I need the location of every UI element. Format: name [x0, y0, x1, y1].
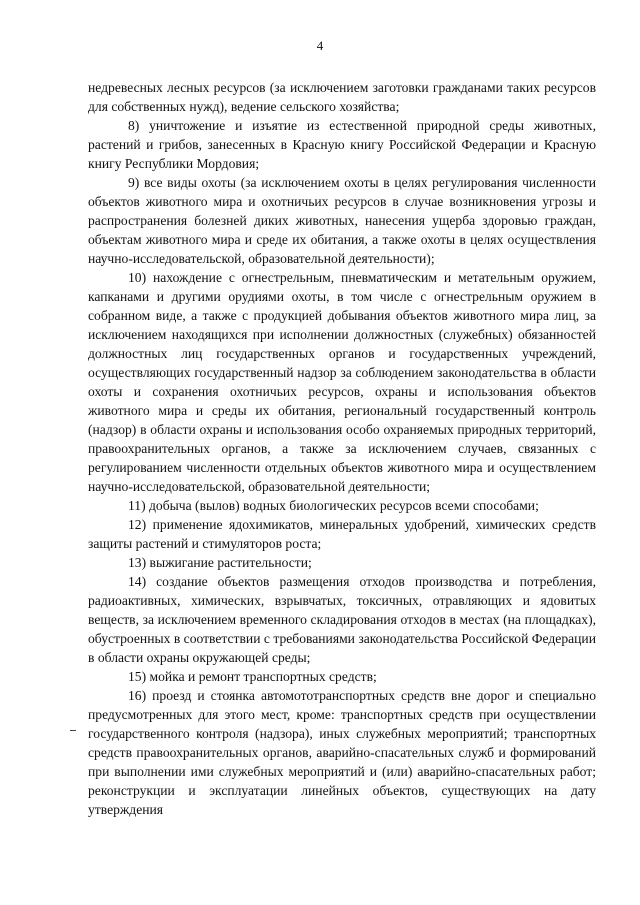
document-body	[88, 78, 596, 819]
paragraph-item-14: 14) создание объектов размещения отходов производства и потребления, радиоактивных, химических, взрывчатых, токсичных, отравляющих и ядовитых веществ, за исключением временного складирования отходов в местах (на площадках), обустроенных в соответствии с требованиями законодательства Российской Федерации в области охраны окружающей среды;	[88, 574, 596, 665]
paragraph-item-16: 16) проезд и стоянка автомототранспортных средств вне дорог и специально предусмотренных для этого мест, кроме: транспортных средств при осуществлении государственного контроля (надзора), иных служебных мероприятий; транспортных средств правоохранительных органов, аварийно-спасательных служб и формирований при выполнении ими служебных мероприятий и (или) аварийно-спасательных работ; реконструкции и эксплуатации линейных объектов, существующих на дату утверждения	[88, 688, 596, 817]
paragraph-item-8: 8) уничтожение и изъятие из естественной природной среды животных, растений и грибов, занесенных в Красную книгу Российской Федерации и Красную книгу Республики Мордовия;	[88, 118, 596, 171]
paragraph-item-11: 11) добыча (вылов) водных биологических ресурсов всеми способами;	[128, 498, 539, 513]
paragraph-item-12: 12) применение ядохимикатов, минеральных удобрений, химических средств защиты растений и стимуляторов роста;	[88, 517, 596, 551]
page-number: 4	[316, 38, 324, 53]
paragraph-item-15: 15) мойка и ремонт транспортных средств;	[128, 669, 377, 684]
paragraph-item-10: 10) нахождение с огнестрельным, пневматическим и метательным оружием, капканами и другими орудиями охоты, в том числе с огнестрельным оружием в собранном виде, а также с продукцией добывания объектов животного мира лиц, за исключением находящихся при исполнении должностных (служебных) обязанностей должностных лиц государственных органов и государственных учреждений, осуществляющих государственный надзор за соблюдением законодательства в области охоты и сохранения охотничьих ресурсов, охраны и использования объектов животного мира и среды их обитания, региональный государственный контроль (надзор) в области охраны и использования особо охраняемых природных территорий, правоохранительных органов, а также за исключением случаев, связанных с регулированием численности отдельных объектов животного мира и осуществлением научно-исследовательской, образовательной деятельности;	[88, 270, 596, 494]
scan-artifact-mark	[70, 730, 76, 731]
paragraph-item-13: 13) выжигание растительности;	[128, 555, 312, 570]
paragraph-item-9: 9) все виды охоты (за исключением охоты в целях регулирования численности объектов животного мира и охотничьих ресурсов в случае возникновения угрозы и распространения болезней диких животных, нанесения ущерба здоровью граждан, объектам животного мира и среде их обитания, а также охоты в целях осуществления научно-исследовательской, образовательной деятельности);	[88, 175, 596, 266]
paragraph-continuation: недревесных лесных ресурсов (за исключением заготовки гражданами таких ресурсов для собственных нужд), ведение сельского хозяйства;	[88, 80, 596, 114]
